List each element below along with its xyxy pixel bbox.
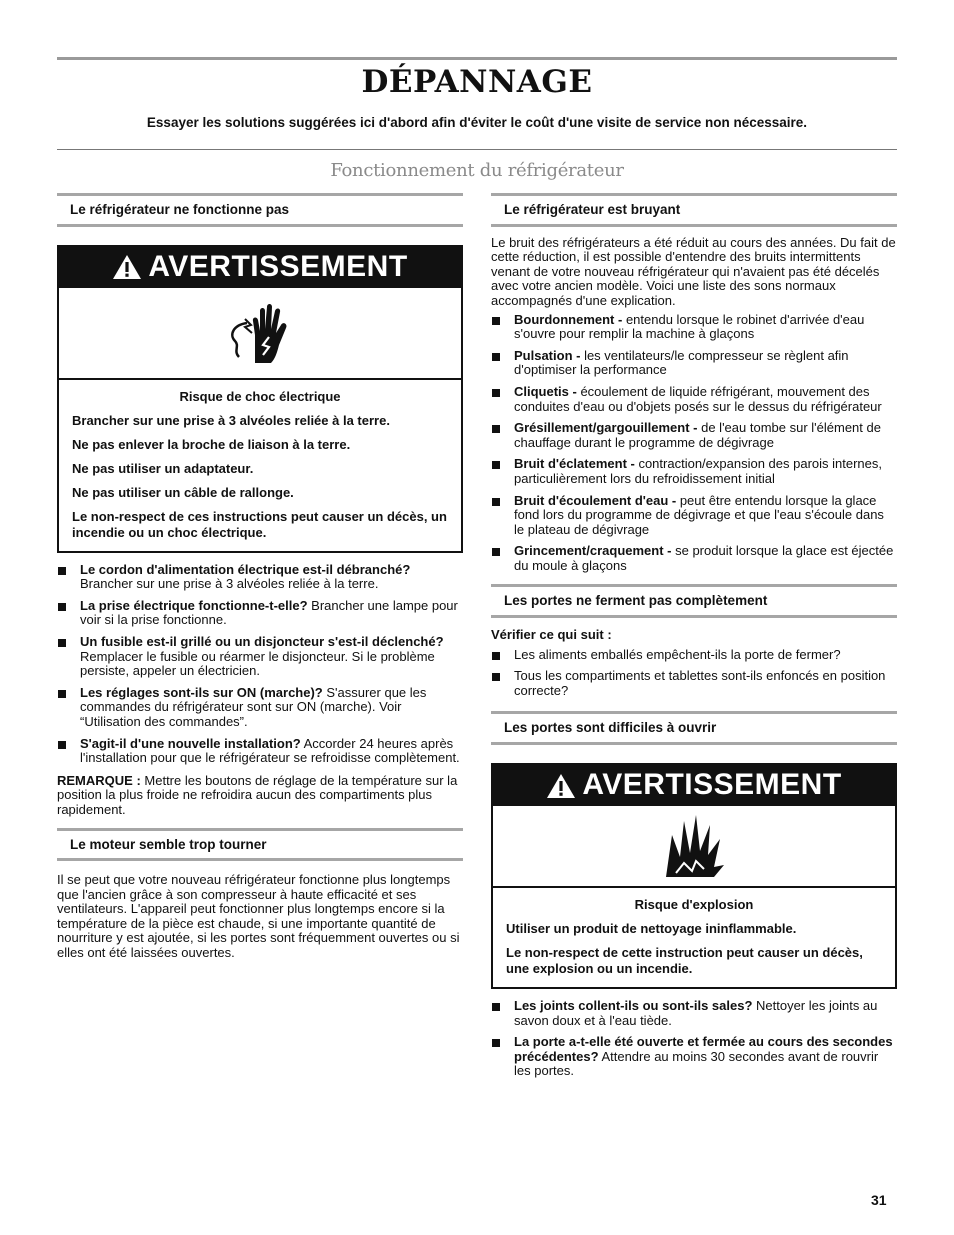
check-question: Un fusible est-il grillé ou un disjoncteur s'est-il déclenché? (80, 633, 444, 649)
warning-banner-label: AVERTISSEMENT (148, 249, 408, 283)
divider (57, 149, 897, 150)
warning-icon-area (59, 288, 461, 380)
noise-name: Grincement/craquement - (514, 543, 672, 559)
list-item: Tous les compartiments et tablettes sont-ils enfoncés en position correcte? (491, 669, 897, 698)
list-item (491, 349, 897, 378)
explosion-icon (662, 813, 726, 879)
right-column (491, 193, 897, 1079)
remark-text: Mettre les boutons de réglage de la température sur la position la plus froide ne refroidira aucun des compartiments plus rapidement. (57, 772, 458, 817)
electric-shock-icon (225, 301, 295, 365)
noise-name: Pulsation - (514, 347, 581, 363)
check-question: La prise électrique fonctionne-t-elle? (80, 597, 308, 613)
door-answer: Nettoyer les joints au savon doux et à l'eau tiède. (514, 998, 878, 1028)
door-answer: Attendre au moins 30 secondes avant de rouvrir les portes. (514, 1048, 879, 1079)
noises-list (491, 313, 897, 574)
check-question: S'agit-il d'une nouvelle installation? (80, 735, 301, 751)
page-number: 31 (871, 1192, 887, 1208)
remark-label: REMARQUE : (57, 772, 141, 788)
top-rule (57, 57, 897, 60)
check-answer: Brancher sur une prise à 3 alvéoles reliée à la terre. (80, 576, 379, 592)
doors-close-list (491, 648, 897, 699)
heading-doors-close: Les portes ne ferment pas complètement (491, 584, 897, 618)
warning-line: Le non-respect de cette instruction peut causer un décès, une explosion ou un incendie. (506, 945, 863, 977)
left-column (57, 193, 463, 961)
check-answer: Remplacer le fusible ou réarmer le disjoncteur. Si le problème persiste, appeler un électricien. (80, 648, 435, 679)
warning-risk: Risque d'explosion (634, 897, 754, 913)
noise-name: Bourdonnement - (514, 311, 623, 327)
remark (57, 774, 463, 818)
heading-not-running: Le réfrigérateur ne fonctionne pas (57, 193, 463, 227)
list-item (491, 385, 897, 414)
warning-box-explosion (491, 763, 897, 989)
noise-name: Bruit d'éclatement - (514, 456, 635, 472)
check-answer: Brancher une lampe pour voir si la prise fonctionne. (80, 597, 458, 628)
section-title: Fonctionnement du réfrigérateur (330, 160, 624, 181)
warning-line: Ne pas utiliser un adaptateur. (72, 460, 254, 476)
check-answer: S'assurer que les commandes du réfrigérateur sont sur ON (marche). Voir “Utilisation des commandes”. (80, 684, 427, 729)
motor-paragraph: Il se peut que votre nouveau réfrigérateur fonctionne plus longtemps que l'ancien grâce à son compresseur à haute efficacité et ses ventilateurs. L'appareil peut fonctionner plus longtemps encore si la température de la pièce est chaude, si une importante quantité de nourriture y est ajoutée, si les portes sont fréquemment ouvertes ou si elles ont été laissées ouvertes. (57, 872, 460, 961)
list-item (491, 313, 897, 342)
list-item (57, 737, 463, 766)
noise-explanation: peut être entendu lorsque la glace fond lors du programme de dégivrage et que l'eau s'écoule dans le plateau de dégivrage (514, 492, 884, 537)
warning-banner-label: AVERTISSEMENT (582, 768, 842, 802)
noise-name: Grésillement/gargouillement - (514, 420, 698, 436)
list-item (491, 544, 897, 573)
warning-banner (59, 247, 461, 288)
noise-explanation: écoulement de liquide réfrigérant, mouvement des conduites d'eau ou d'objets posés sur le dessus du réfrigérateur (514, 383, 882, 414)
list-item (57, 635, 463, 679)
list-item (491, 999, 897, 1028)
door-question: Les joints collent-ils ou sont-ils sales? (514, 998, 753, 1014)
list-item (491, 421, 897, 450)
heading-noisy: Le réfrigérateur est bruyant (491, 193, 897, 227)
list-item (491, 494, 897, 538)
door-question: La porte a-t-elle été ouverte et fermée au cours des secondes précédentes? (514, 1034, 893, 1064)
heading-motor: Le moteur semble trop tourner (57, 828, 463, 862)
noise-name: Bruit d'écoulement d'eau - (514, 492, 677, 508)
warning-icon-area (493, 806, 895, 888)
warning-box-electric (57, 245, 463, 553)
doors-open-list (491, 999, 897, 1079)
warning-risk: Risque de choc électrique (179, 388, 341, 404)
noise-explanation: se produit lorsque la glace est éjectée du moule à glaçons (514, 543, 894, 573)
noisy-intro: Le bruit des réfrigérateurs a été réduit au cours des années. Du fait de cette réduction, il est possible d'entendre des bruits intermittents venant de votre nouveau réfrigérateur qui n'avaient pas été décelés avec votre ancien modèle. Voici une liste des sons normaux accompagnés d'une explication. (491, 234, 896, 308)
page-title: DÉPANNAGE (361, 64, 593, 100)
check-label: Vérifier ce qui suit : (491, 627, 612, 643)
heading-doors-open: Les portes sont difficiles à ouvrir (491, 711, 897, 745)
list-item (57, 563, 463, 592)
warning-line: Le non-respect de ces instructions peut causer un décès, un incendie ou un choc électrique. (72, 508, 447, 540)
list-item (57, 599, 463, 628)
warning-triangle-icon (112, 254, 142, 280)
check-answer: Accorder 24 heures après l'installation pour que le réfrigérateur se refroidisse complètement. (80, 735, 460, 766)
warning-line: Ne pas enlever la broche de liaison à la terre. (72, 436, 351, 452)
checks-list (57, 563, 463, 766)
warning-line: Brancher sur une prise à 3 alvéoles reliée à la terre. (72, 412, 390, 428)
noise-explanation: de l'eau tombe sur l'élément de chauffage durant le programme de dégivrage (514, 420, 881, 450)
check-question: Les réglages sont-ils sur ON (marche)? (80, 684, 323, 700)
warning-banner (493, 765, 895, 806)
warning-line: Utiliser un produit de nettoyage ininflammable. (506, 921, 797, 937)
list-item (491, 1035, 897, 1079)
warning-line: Ne pas utiliser un câble de rallonge. (72, 484, 294, 500)
warning-triangle-icon (546, 773, 576, 799)
warning-text (59, 380, 461, 551)
noise-explanation: les ventilateurs/le compresseur se règlent afin d'optimiser la performance (514, 347, 849, 378)
list-item (491, 457, 897, 486)
list-item: Les aliments emballés empêchent-ils la porte de fermer? (491, 648, 897, 663)
check-question: Le cordon d'alimentation électrique est-il débranché? (80, 561, 411, 577)
list-item (57, 686, 463, 730)
noise-name: Cliquetis - (514, 383, 577, 399)
noise-explanation: contraction/expansion des parois internes, particulièrement lors du refroidissement initial (514, 456, 882, 486)
intro-text: Essayer les solutions suggérées ici d'abord afin d'éviter le coût d'une visite de service non nécessaire. (146, 115, 808, 130)
warning-text (493, 888, 895, 987)
noise-explanation: entendu lorsque le robinet d'arrivée d'eau s'ouvre pour remplir la machine à glaçons (514, 311, 865, 342)
